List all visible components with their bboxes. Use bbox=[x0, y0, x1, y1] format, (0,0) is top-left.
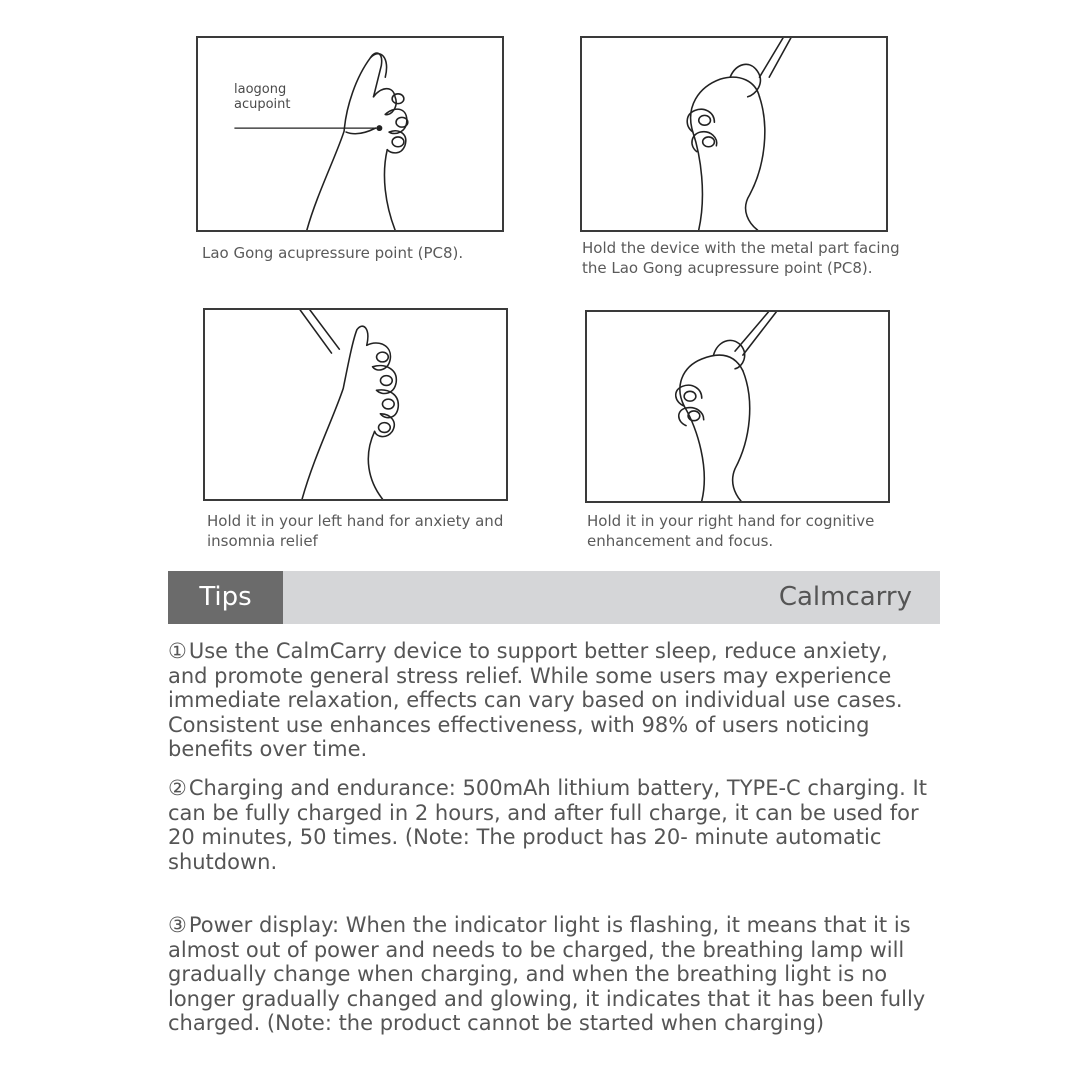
tips-header-bar bbox=[168, 571, 940, 624]
illustration-hold-device bbox=[580, 36, 888, 232]
right-hand-illustration bbox=[587, 312, 888, 501]
panel-caption-3: Hold it in your left hand for anxiety and insomnia relief bbox=[207, 512, 504, 550]
tip-item-2 bbox=[168, 776, 928, 874]
tip-number-1: ① bbox=[168, 639, 187, 663]
tip-text-2: Charging and endurance: 500mAh lithium battery, TYPE-C charging. It can be fully charged in 2 hours, and after full charge, it can be used for 20 minutes, 50 times. (Note: The product has 20‑ minute automatic shutdown. bbox=[168, 776, 927, 874]
hand-with-device-illustration bbox=[582, 38, 886, 230]
illustration-left-hand bbox=[203, 308, 508, 501]
laogong-acupoint-label: laogong acupoint bbox=[234, 82, 291, 112]
tip-text-3: Power display: When the indicator light is flashing, it means that it is almost out of power and needs to be charged, the breathing lamp will gradually change when charging, and when the breathing light is no longer gradually changed and glowing, it indicates that it has been fully charged. (Note: the product cannot be started when charging) bbox=[168, 913, 926, 1035]
tip-number-3: ③ bbox=[168, 913, 187, 937]
illustration-laogong-point bbox=[196, 36, 504, 232]
tips-tab-label: Tips bbox=[168, 571, 283, 624]
left-hand-illustration bbox=[205, 310, 506, 499]
panel-caption-2: Hold the device with the metal part facing the Lao Gong acupressure point (PC8). bbox=[582, 239, 900, 277]
panel-caption-1: Lao Gong acupressure point (PC8). bbox=[202, 244, 464, 262]
tip-item-3 bbox=[168, 913, 928, 1036]
tip-text-1: Use the CalmCarry device to support better sleep, reduce anxiety, and promote general stress relief. While some users may experience immediate relaxation, effects can vary based on individual use cases. Consistent use enhances effectiveness, with 98% of users noticing benefits over time. bbox=[168, 639, 903, 761]
illustration-right-hand bbox=[585, 310, 890, 503]
brand-name: Calmcarry bbox=[778, 582, 912, 612]
tip-number-2: ② bbox=[168, 776, 187, 800]
hand-illustration bbox=[198, 38, 502, 230]
tip-item-1 bbox=[168, 639, 928, 762]
panel-caption-4: Hold it in your right hand for cognitive enhancement and focus. bbox=[587, 512, 875, 550]
